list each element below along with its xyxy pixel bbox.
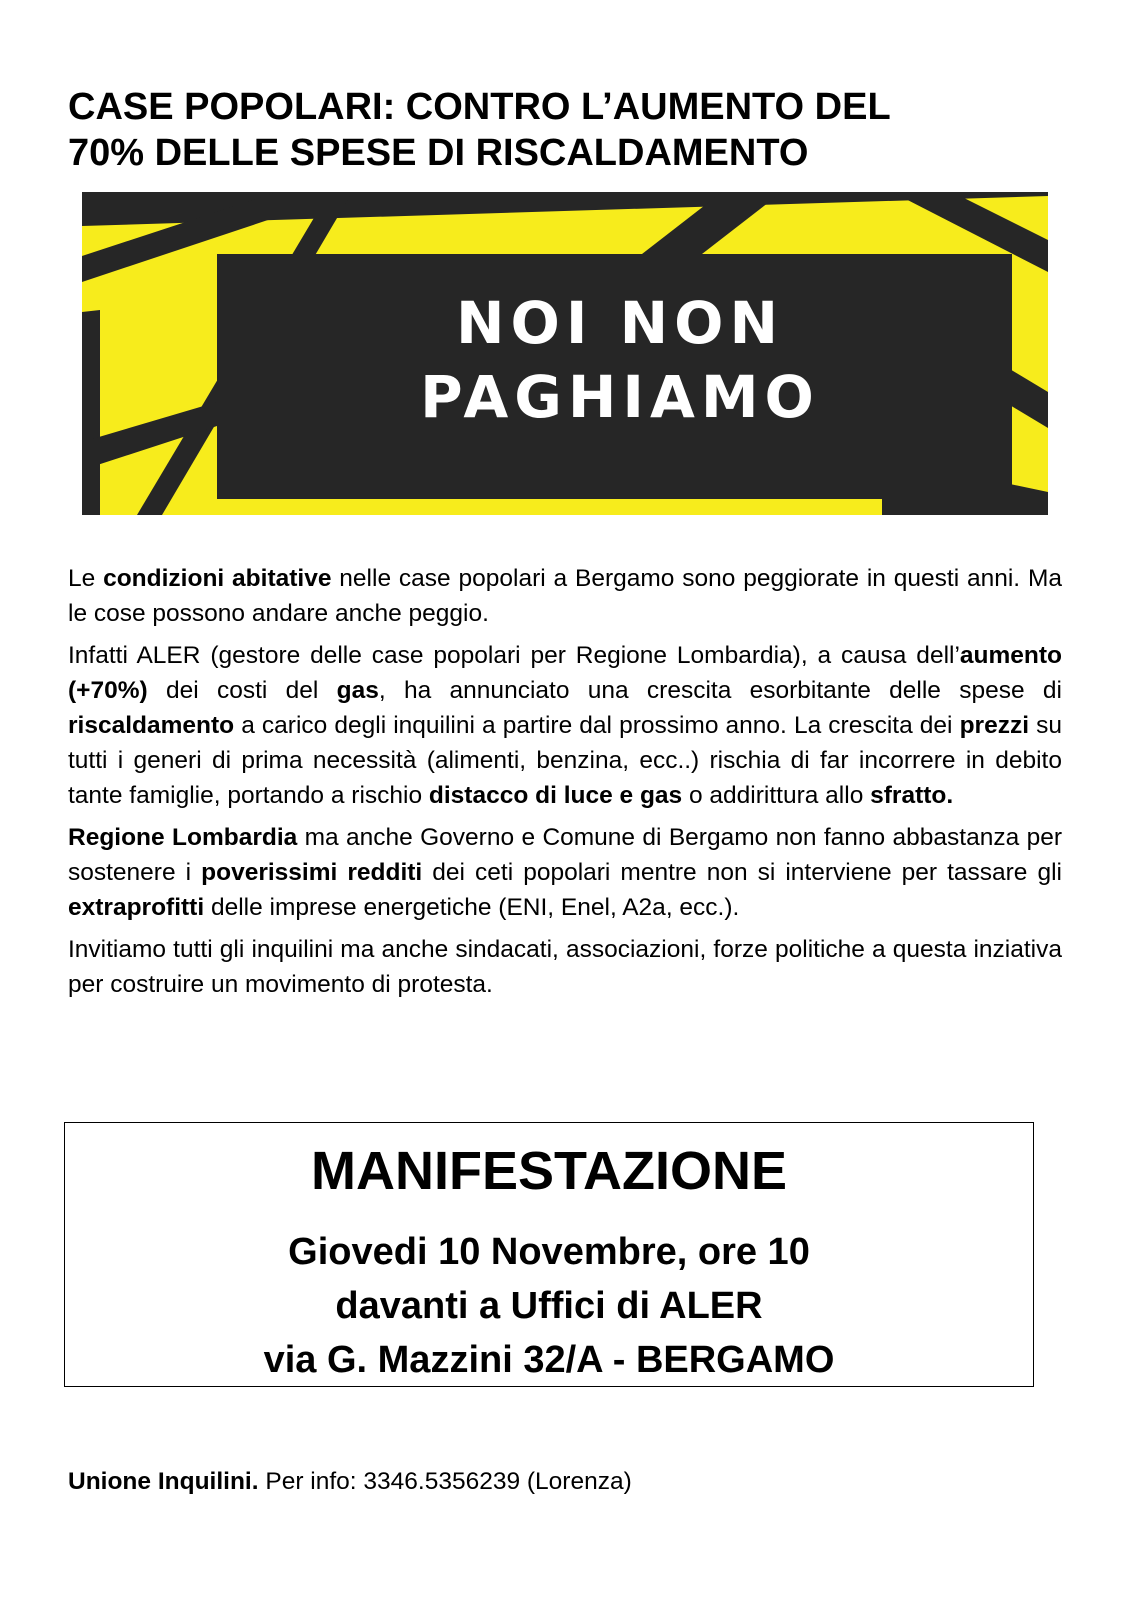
paragraph-2 bbox=[68, 638, 1062, 813]
title-line-2: 70% DELLE SPESE DI RISCALDAMENTO bbox=[68, 132, 809, 174]
bold-run: distacco di luce e gas bbox=[428, 782, 683, 809]
text-run: Invitiamo tutti gli inquilini ma anche sindacati, associazioni, forze politiche a questa inziativa per costruire un movimento di protesta. bbox=[68, 936, 1062, 998]
event-place: davanti a Uffici di ALER bbox=[335, 1285, 763, 1327]
text-run: delle imprese energetiche (ENI, Enel, A2a, ecc.). bbox=[204, 894, 740, 921]
event-address: via G. Mazzini 32/A - BERGAMO bbox=[263, 1339, 835, 1381]
paragraph-4 bbox=[68, 932, 1062, 1002]
banner-line-1: NOI NON bbox=[455, 289, 784, 357]
text-run: , ha annunciato una crescita esorbitante delle spese di bbox=[378, 677, 1062, 704]
text-run: Le bbox=[68, 565, 104, 592]
bold-run: gas bbox=[336, 677, 379, 704]
bold-run: aumento (+70%) bbox=[68, 642, 1062, 704]
paragraph-3 bbox=[68, 820, 1062, 925]
event-heading: MANIFESTAZIONE bbox=[311, 1141, 787, 1201]
bold-run: prezzi bbox=[959, 712, 1030, 739]
event-date: Giovedi 10 Novembre, ore 10 bbox=[288, 1231, 810, 1273]
bold-run: sfratto. bbox=[870, 782, 954, 809]
bold-run: Regione Lombardia bbox=[68, 824, 298, 851]
text-run: Infatti ALER (gestore delle case popolari per Regione Lombardia), a causa dell’ bbox=[68, 642, 960, 669]
bold-run: poverissimi redditi bbox=[201, 859, 423, 886]
banner-line-2: PAGHIAMO bbox=[420, 363, 820, 431]
text-run: a carico degli inquilini a partire dal prossimo anno. La crescita dei bbox=[234, 712, 960, 739]
text-run: o addirittura allo bbox=[682, 782, 871, 809]
protest-banner bbox=[82, 192, 1048, 515]
text-run: ma anche Governo e Comune di Bergamo non fanno abbastanza per sostenere i bbox=[68, 824, 1062, 886]
banner-slogan bbox=[282, 286, 958, 434]
event-box bbox=[64, 1122, 1034, 1387]
bold-run: condizioni abitative bbox=[103, 565, 332, 592]
paragraph-1 bbox=[68, 561, 1062, 631]
event-details bbox=[65, 1225, 1033, 1387]
body-text bbox=[68, 561, 1062, 1009]
bold-run: extraprofitti bbox=[68, 894, 205, 921]
title-line-1: CASE POPOLARI: CONTRO L’AUMENTO DEL bbox=[68, 86, 891, 128]
page-title bbox=[68, 84, 1068, 176]
text-run: nelle case popolari a Bergamo sono peggiorate in questi anni. Ma le cose possono andare anche peggio. bbox=[68, 565, 1062, 627]
footer-info: Per info: 3346.5356239 (Lorenza) bbox=[258, 1468, 632, 1495]
footer bbox=[68, 1467, 632, 1497]
text-run: su tutti i generi di prima necessità (alimenti, benzina, ecc..) rischia di far incorrere in debito tante famiglie, portando a rischio bbox=[68, 712, 1062, 809]
banner-stripe-left bbox=[82, 310, 100, 515]
text-run: dei ceti popolari mentre non si interviene per tassare gli bbox=[422, 859, 1062, 886]
text-run: dei costi del bbox=[147, 677, 337, 704]
footer-org: Unione Inquilini. bbox=[68, 1468, 259, 1495]
bold-run: riscaldamento bbox=[68, 712, 235, 739]
